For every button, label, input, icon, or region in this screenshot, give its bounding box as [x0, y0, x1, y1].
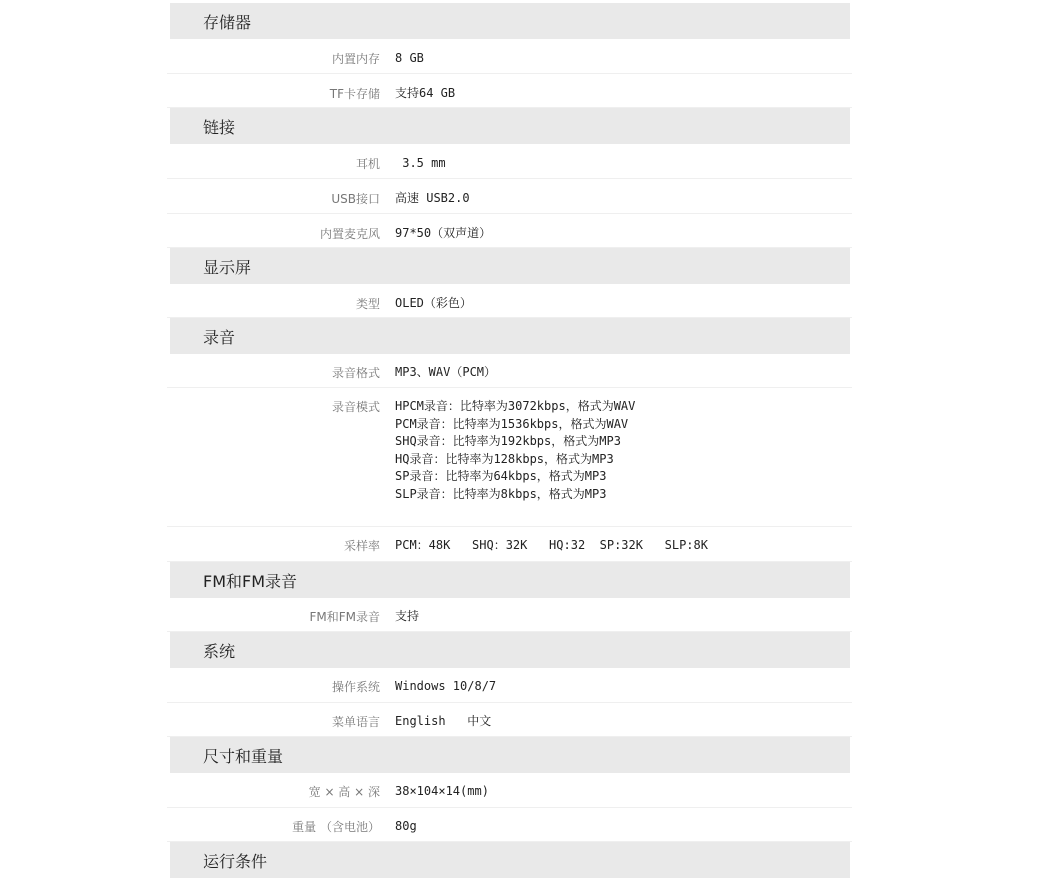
spec-value: Windows 10/8/7 [395, 679, 497, 693]
spec-row-menu-language [167, 703, 852, 737]
section-header-connection [170, 108, 850, 144]
section-header-display [170, 248, 850, 284]
spec-label: 操作系统 [331, 680, 380, 694]
spec-value: PCM：48K SHQ：32K HQ:32 SP:32K SLP:8K [395, 538, 708, 552]
spec-value: 支持 [395, 609, 420, 623]
section-header-recording [170, 318, 850, 354]
spec-label: 采样率 [343, 539, 380, 553]
spec-label: 耳机 [355, 157, 380, 171]
spec-value: OLED（彩色） [395, 296, 472, 310]
section-title: 存储器 [203, 12, 252, 32]
spec-row-recording-mode [167, 388, 852, 527]
spec-value: English 中文 [395, 714, 492, 728]
spec-label: 内置内存 [331, 52, 380, 66]
spec-label: TF卡存储 [329, 87, 380, 101]
spec-value: HPCM录音：比特率为3072kbps，格式为WAV PCM录音：比特率为1536kbps，格式为WAV SHQ录音：比特率为192kbps，格式为MP3 HQ录音：比特率为128kbps，格式为MP3 SP录音：比特率为64kbps，格式为MP3 SLP录音：比特率为8kbps，格式为MP3 [395, 399, 636, 501]
spec-value: 38×104×14(mm) [395, 784, 489, 798]
spec-row-sample-rate [167, 527, 852, 562]
spec-value: 8 GB [395, 51, 424, 65]
section-header-size-weight [170, 737, 850, 773]
section-title: 链接 [203, 117, 236, 137]
section-header-system [170, 632, 850, 668]
section-title: 录音 [203, 327, 236, 347]
section-title: 系统 [203, 641, 236, 661]
spec-row-microphone [167, 214, 852, 248]
spec-value: 3.5 mm [395, 156, 446, 170]
spec-value: 支持64 GB [395, 86, 456, 100]
spec-row-internal-memory [167, 39, 852, 74]
spec-label: USB接口 [331, 192, 380, 206]
spec-label: 宽 × 高 × 深 [308, 785, 380, 799]
spec-value: 高速 USB2.0 [395, 191, 470, 205]
spec-label: 录音格式 [331, 366, 380, 380]
spec-row-usb [167, 179, 852, 214]
spec-value: 80g [395, 819, 417, 833]
spec-row-recording-format [167, 354, 852, 388]
section-header-fm [170, 562, 850, 598]
spec-value: MP3、WAV（PCM） [395, 365, 497, 379]
spec-row-weight [167, 808, 852, 842]
section-header-operating-conditions [170, 842, 850, 878]
spec-value: 97*50（双声道） [395, 226, 492, 240]
section-title: 尺寸和重量 [203, 746, 284, 766]
spec-row-os [167, 668, 852, 703]
spec-row-tf-card [167, 74, 852, 108]
section-title: FM和FM录音 [203, 571, 298, 591]
spec-row-fm [167, 598, 852, 632]
spec-label: 菜单语言 [331, 715, 380, 729]
spec-row-display-type [167, 284, 852, 318]
spec-label: 重量 （含电池） [292, 820, 380, 834]
spec-label: FM和FM录音 [309, 610, 380, 624]
spec-label: 类型 [355, 297, 380, 311]
spec-row-dimensions [167, 773, 852, 808]
section-title: 显示屏 [203, 257, 252, 277]
section-title: 运行条件 [203, 851, 268, 871]
spec-row-headphone [167, 144, 852, 179]
section-header-storage [170, 3, 850, 39]
spec-label: 内置麦克风 [319, 227, 380, 241]
spec-table [167, 0, 852, 878]
spec-label: 录音模式 [331, 400, 380, 414]
